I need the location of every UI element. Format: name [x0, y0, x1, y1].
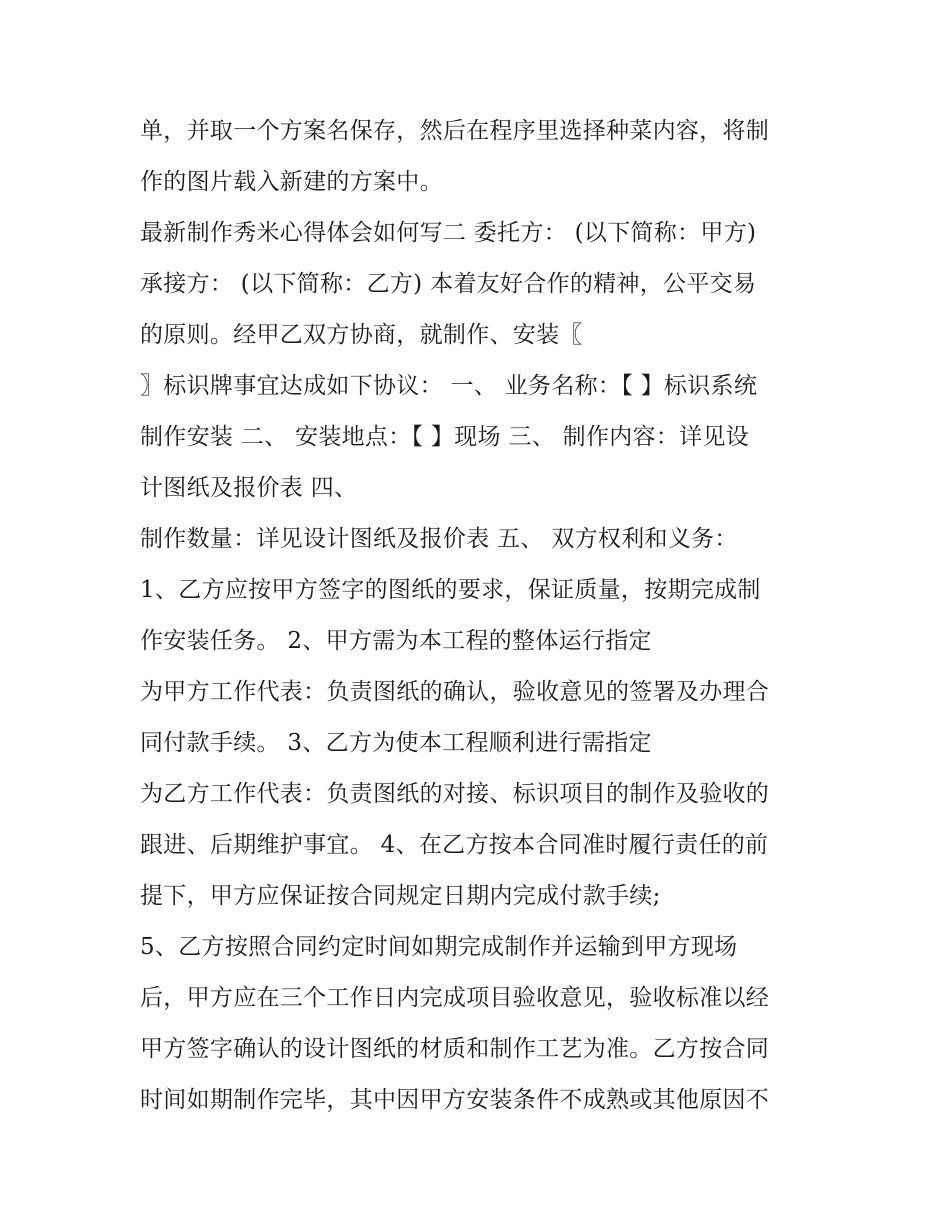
text-line: 计图纸及报价表 四、 [140, 475, 358, 501]
text-line: 作的图片载入新建的方案中。 [140, 169, 443, 195]
text-line: 为乙方工作代表：负责图纸的对接、标识项目的制作及验收的 [140, 781, 770, 807]
text-line: 后，甲方应在三个工作日内完成项目验收意见，验收标准以经 [140, 985, 770, 1011]
text-line: 5、乙方按照合同约定时间如期完成制作并运输到甲方现场 [140, 934, 738, 960]
text-line: 时间如期制作完毕，其中因甲方安装条件不成熟或其他原因不 [140, 1087, 770, 1113]
text-line: 1、乙方应按甲方签字的图纸的要求，保证质量，按期完成制 [140, 577, 761, 603]
text-line: 跟进、后期维护事宜。 4、在乙方按本合同准时履行责任的前 [140, 832, 769, 858]
text-line: 作安装任务。 2、甲方需为本工程的整体运行指定 [140, 628, 652, 654]
text-line: 为甲方工作代表：负责图纸的确认，验收意见的签署及办理合 [140, 679, 770, 705]
text-line: 提下，甲方应保证按合同规定日期内完成付款手续; [140, 883, 661, 909]
text-line: 的原则。经甲乙双方协商，就制作、安装〖 [140, 322, 583, 348]
text-line: 甲方签字确认的设计图纸的材质和制作工艺为准。乙方按合同 [140, 1036, 770, 1062]
text-line: 单，并取一个方案名保存，然后在程序里选择种菜内容，将制 [140, 118, 770, 144]
text-line: 制作数量：详见设计图纸及报价表 五、 双方权利和义务： [140, 526, 738, 552]
text-line: 〗标识牌事宜达成如下协议： 一、 业务名称：【 】标识系统 [140, 373, 758, 399]
document-body [140, 106, 840, 1126]
text-line: 制作安装 二、 安装地点：【 】现场 三、 制作内容：详见设 [140, 424, 750, 450]
text-line: 同付款手续。 3、乙方为使本工程顺利进行需指定 [140, 730, 652, 756]
text-line: 最新制作秀米心得体会如何写二 委托方： (以下简称：甲方) [140, 220, 757, 246]
text-line: 承接方： (以下简称：乙方) 本着友好合作的精神，公平交易 [140, 271, 757, 297]
